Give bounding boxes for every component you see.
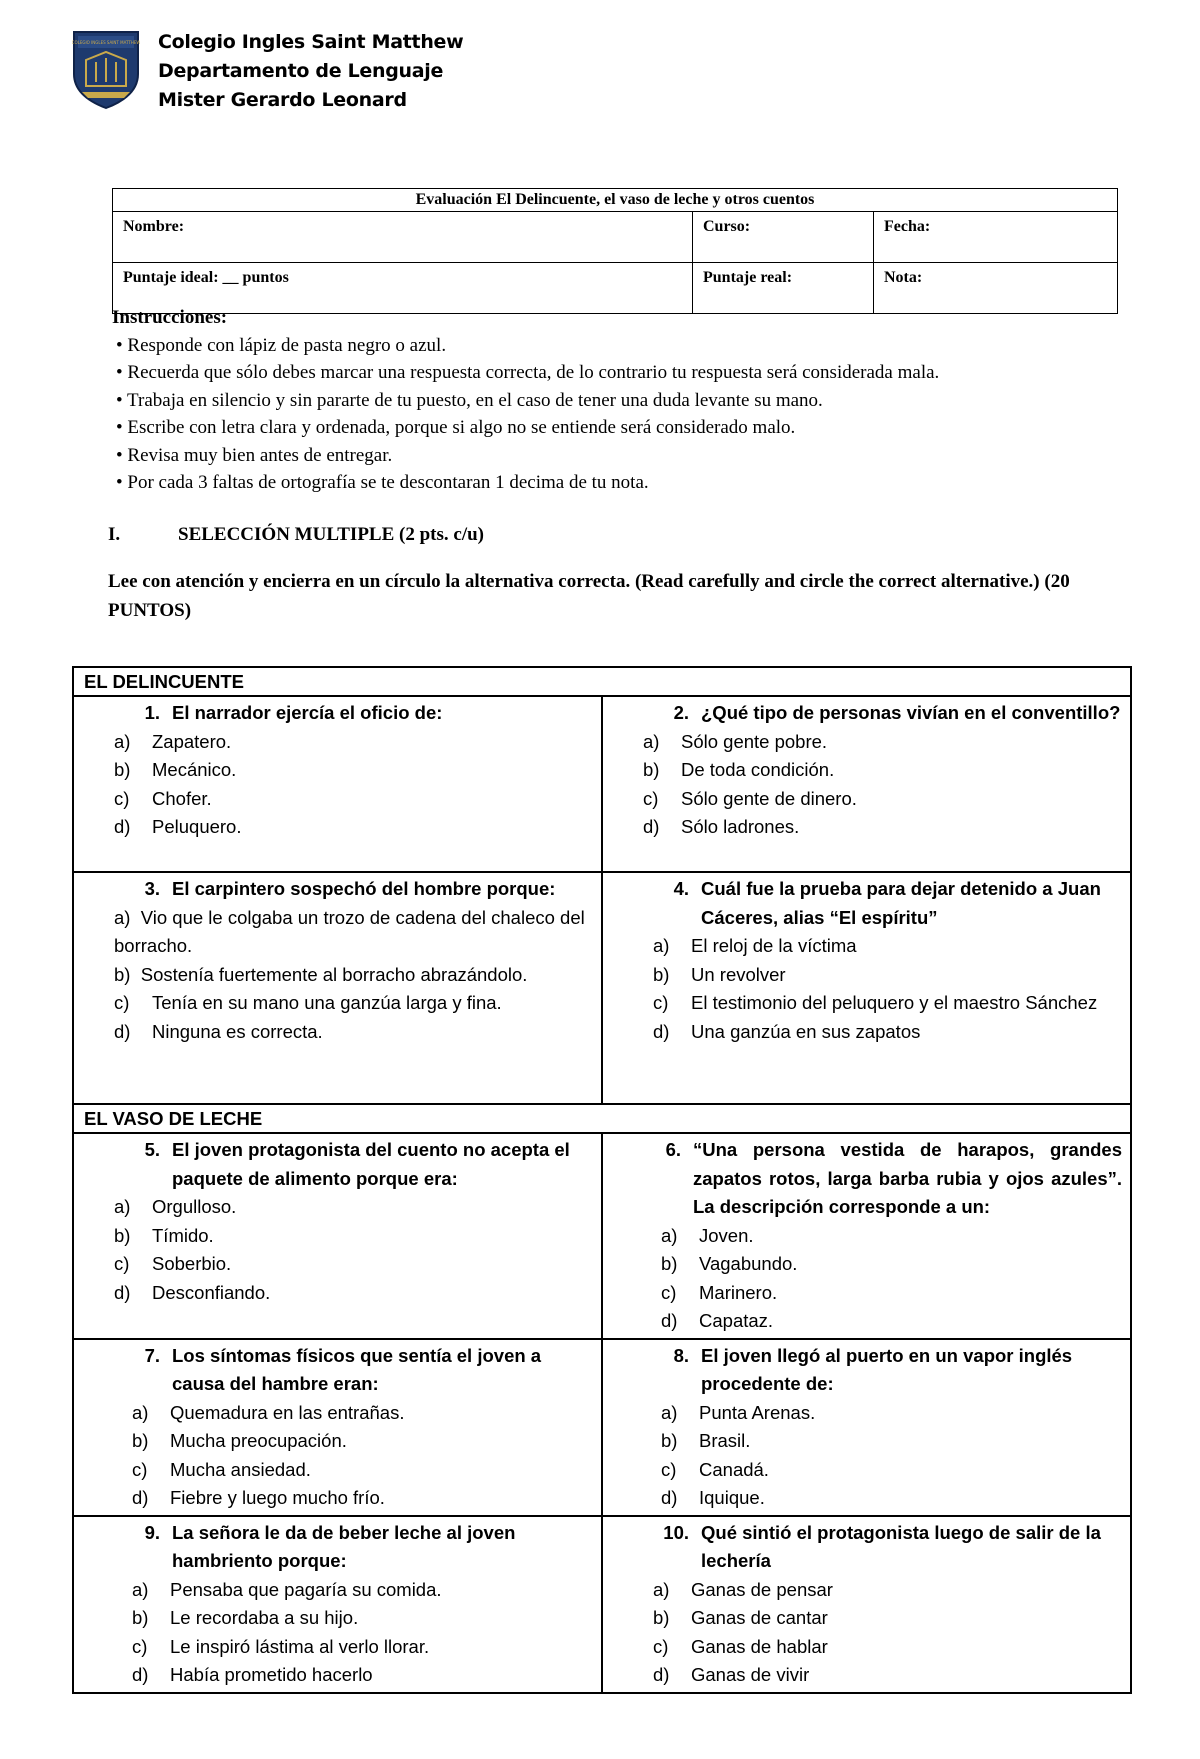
- question-text: El narrador ejercía el oficio de:: [172, 702, 443, 723]
- school-header: [158, 28, 463, 115]
- instruction-item: • Escribe con letra clara y ordenada, porque si algo no se entiende será considerado malo.: [116, 417, 796, 438]
- option[interactable]: d) Ninguna es correcta.: [114, 1020, 323, 1042]
- question-number: 2.: [673, 702, 689, 723]
- option[interactable]: c) Tenía en su mano una ganzúa larga y fina.: [114, 992, 502, 1013]
- option[interactable]: b) Tímido.: [114, 1224, 214, 1246]
- option[interactable]: b) Sostenía fuertemente al borracho abrazándolo.: [114, 963, 528, 985]
- course-field[interactable]: Curso:: [693, 212, 874, 263]
- option[interactable]: b) Mucha preocupación.: [132, 1430, 347, 1451]
- questions-table: [72, 666, 1132, 1694]
- evaluation-title: Evaluación El Delincuente, el vaso de leche y otros cuentos: [113, 189, 1118, 212]
- question-number: 3.: [144, 878, 160, 899]
- option[interactable]: d) Capataz.: [661, 1310, 774, 1331]
- department-name: Departamento de Lenguaje: [158, 60, 444, 82]
- question-number: 7.: [144, 1344, 160, 1366]
- question-cell: [73, 1516, 602, 1693]
- option[interactable]: c) Sólo gente de dinero.: [643, 787, 857, 809]
- question-number: 4.: [673, 878, 689, 899]
- teacher-name: Mister Gerardo Leonard: [158, 89, 407, 111]
- instruction-item: • Trabaja en silencio y sin pararte de tu puesto, en el caso de tener una duda levante su mano.: [116, 389, 823, 411]
- option[interactable]: a) Zapatero.: [114, 730, 232, 752]
- name-field[interactable]: Nombre:: [113, 212, 693, 263]
- option[interactable]: d) Desconfiando.: [114, 1281, 271, 1303]
- option[interactable]: c) Ganas de hablar: [653, 1635, 828, 1657]
- school-crest-logo: [72, 30, 140, 110]
- option[interactable]: b) Mecánico.: [114, 759, 237, 780]
- question-cell: [602, 872, 1131, 1104]
- option[interactable]: b) De toda condición.: [643, 759, 835, 780]
- question-number: 1.: [144, 702, 160, 723]
- option[interactable]: d) Peluquero.: [114, 816, 242, 837]
- option[interactable]: a) Vio que le colgaba un trozo de cadena del chaleco del borracho.: [114, 906, 585, 956]
- option[interactable]: d) Fiebre y luego mucho frío.: [132, 1487, 385, 1508]
- question-cell: [73, 696, 602, 872]
- option[interactable]: a) Punta Arenas.: [661, 1401, 816, 1423]
- option[interactable]: c) Le inspiró lástima al verlo llorar.: [132, 1635, 430, 1657]
- option[interactable]: a) Quemadura en las entrañas.: [132, 1401, 405, 1423]
- option[interactable]: d) Ganas de vivir: [653, 1664, 810, 1685]
- part-title: EL DELINCUENTE: [73, 667, 1131, 696]
- ideal-score-field[interactable]: Puntaje ideal: __ puntos: [113, 263, 693, 314]
- question-text: “Una persona vestida de harapos, grandes zapatos rotos, larga barba rubia y ojos azules”. La descripción corresponde a un:: [693, 1139, 1123, 1217]
- option[interactable]: a) Ganas de pensar: [653, 1578, 833, 1600]
- question-cell: [602, 696, 1131, 872]
- option[interactable]: c) Canadá.: [661, 1458, 769, 1480]
- section-title: [108, 524, 484, 546]
- question-cell: [73, 1133, 602, 1339]
- question-text: El joven llegó al puerto en un vapor inglés procedente de:: [701, 1344, 1073, 1394]
- instructions-heading: Instrucciones:: [112, 307, 228, 328]
- question-text: La señora le da de beber leche al joven hambriento porque:: [172, 1521, 516, 1571]
- section-number: I.: [108, 524, 121, 545]
- option[interactable]: d) Una ganzúa en sus zapatos: [653, 1020, 921, 1042]
- question-text: Los síntomas físicos que sentía el joven a causa del hambre eran:: [172, 1344, 542, 1394]
- section-prompt: Lee con atención y encierra en un círculo la alternativa correcta. (Read carefully and circle the correct alternative.) (20 PUNTOS): [108, 571, 1070, 621]
- question-number: 9.: [144, 1521, 160, 1543]
- option[interactable]: a) Orgulloso.: [114, 1196, 237, 1217]
- grade-field[interactable]: Nota:: [874, 263, 1118, 314]
- option[interactable]: b) Un revolver: [653, 963, 786, 985]
- logo-text: COLEGIO INGLES SAINT MATTHEW: [72, 40, 140, 45]
- question-text: El joven protagonista del cuento no acepta el paquete de alimento porque era:: [172, 1139, 570, 1189]
- question-cell: [73, 872, 602, 1104]
- question-number: 8.: [673, 1344, 689, 1366]
- instruction-item: • Recuerda que sólo debes marcar una respuesta correcta, de lo contrario tu respuesta será considerada mala.: [116, 362, 940, 383]
- question-number: 10.: [663, 1521, 689, 1543]
- question-text: Qué sintió el protagonista luego de salir de la lechería: [701, 1521, 1101, 1571]
- question-cell: [602, 1339, 1131, 1516]
- option[interactable]: b) Le recordaba a su hijo.: [132, 1607, 359, 1628]
- part-title: EL VASO DE LECHE: [73, 1104, 1131, 1133]
- question-number: 5.: [144, 1139, 160, 1160]
- option[interactable]: b) Ganas de cantar: [653, 1607, 828, 1628]
- option[interactable]: b) Brasil.: [661, 1430, 751, 1451]
- option[interactable]: a) El reloj de la víctima: [653, 935, 857, 956]
- option[interactable]: d) Sólo ladrones.: [643, 816, 800, 837]
- option[interactable]: b) Vagabundo.: [661, 1253, 798, 1274]
- option[interactable]: a) Joven.: [661, 1224, 754, 1246]
- question-text: El carpintero sospechó del hombre porque:: [172, 878, 556, 899]
- school-name: Colegio Ingles Saint Matthew: [158, 31, 464, 53]
- evaluation-header-table: [112, 188, 1118, 314]
- instruction-item: • Por cada 3 faltas de ortografía se te descontaran 1 decima de tu nota.: [116, 472, 649, 493]
- question-cell: [73, 1339, 602, 1516]
- instruction-item: • Responde con lápiz de pasta negro o azul.: [116, 334, 447, 356]
- question-cell: [602, 1516, 1131, 1693]
- option[interactable]: c) El testimonio del peluquero y el maestro Sánchez: [653, 992, 1098, 1013]
- question-text: ¿Qué tipo de personas vivían en el conventillo?: [701, 702, 1121, 723]
- option[interactable]: c) Soberbio.: [114, 1253, 232, 1274]
- option[interactable]: a) Pensaba que pagaría su comida.: [132, 1578, 442, 1600]
- option[interactable]: a) Sólo gente pobre.: [643, 730, 828, 752]
- option[interactable]: c) Marinero.: [661, 1281, 778, 1303]
- question-text: Cuál fue la prueba para dejar detenido a Juan Cáceres, alias “El espíritu”: [701, 878, 1101, 928]
- option[interactable]: d) Iquique.: [661, 1487, 765, 1508]
- option[interactable]: d) Había prometido hacerlo: [132, 1664, 373, 1685]
- instruction-item: • Revisa muy bien antes de entregar.: [116, 444, 393, 466]
- option[interactable]: c) Mucha ansiedad.: [132, 1458, 311, 1480]
- real-score-field[interactable]: Puntaje real:: [693, 263, 874, 314]
- question-number: 6.: [665, 1139, 681, 1160]
- section-name: SELECCIÓN MULTIPLE (2 pts. c/u): [178, 524, 484, 545]
- instructions-block: [112, 304, 1112, 497]
- question-cell: [602, 1133, 1131, 1339]
- date-field[interactable]: Fecha:: [874, 212, 1118, 263]
- option[interactable]: c) Chofer.: [114, 787, 212, 809]
